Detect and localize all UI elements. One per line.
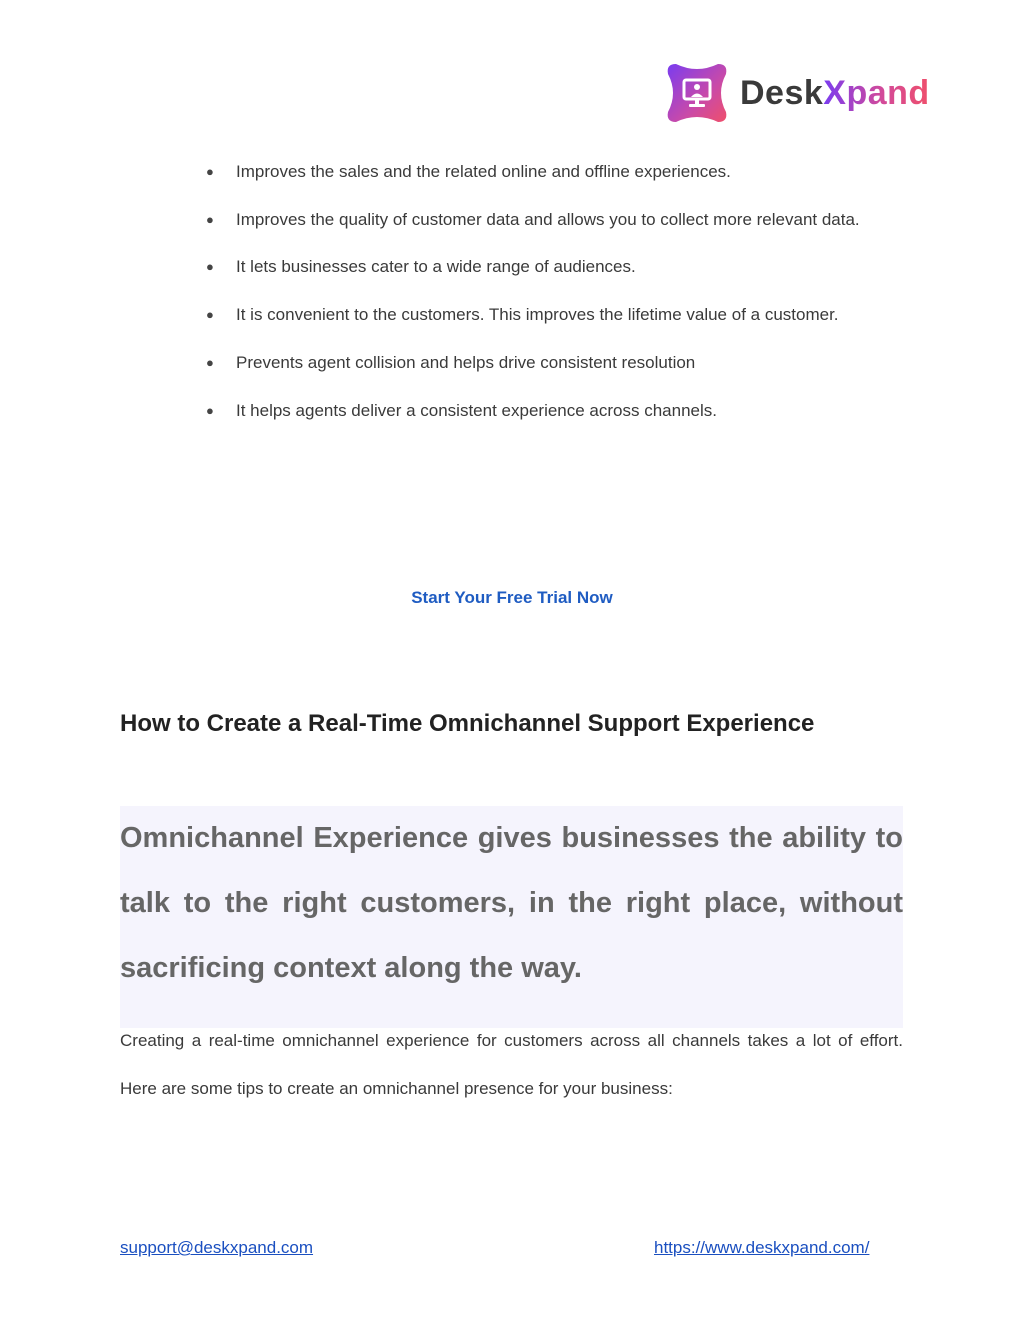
start-free-trial-link[interactable]: Start Your Free Trial Now (411, 588, 613, 607)
list-item: ● It helps agents deliver a consistent experience across channels. (200, 387, 900, 435)
brand-wordmark (740, 76, 930, 110)
intro-paragraph: Creating a real-time omnichannel experience for customers across all channels takes a lot of effort. Here are some tips to create an omnichannel presence for your business: (120, 1031, 903, 1098)
list-item: ● Improves the quality of customer data and allows you to collect more relevant data. (200, 196, 900, 244)
list-item: ● Improves the sales and the related online and offline experiences. (200, 148, 900, 196)
highlight-quote-text: Omnichannel Experience gives businesses the ability to talk to the right customers, in the right place, without sacrificing context along the way. (120, 822, 903, 984)
brand-name-desk: Desk (740, 74, 824, 112)
deskxpand-logo-icon (664, 60, 730, 126)
highlight-quote-block (120, 806, 903, 1028)
website-link[interactable]: https://www.deskxpand.com/ (654, 1238, 870, 1257)
brand-logo (664, 60, 930, 126)
brand-name-xpand: Xpand (823, 74, 930, 112)
list-item: ● It is convenient to the customers. This improves the lifetime value of a customer. (200, 291, 900, 339)
list-item: ● Prevents agent collision and helps drive consistent resolution (200, 339, 900, 387)
list-item: ● It lets businesses cater to a wide range of audiences. (200, 243, 900, 291)
benefits-list (200, 148, 900, 434)
section-heading: How to Create a Real-Time Omnichannel Support Experience (120, 710, 815, 737)
support-email-link[interactable]: support@deskxpand.com (120, 1238, 314, 1257)
